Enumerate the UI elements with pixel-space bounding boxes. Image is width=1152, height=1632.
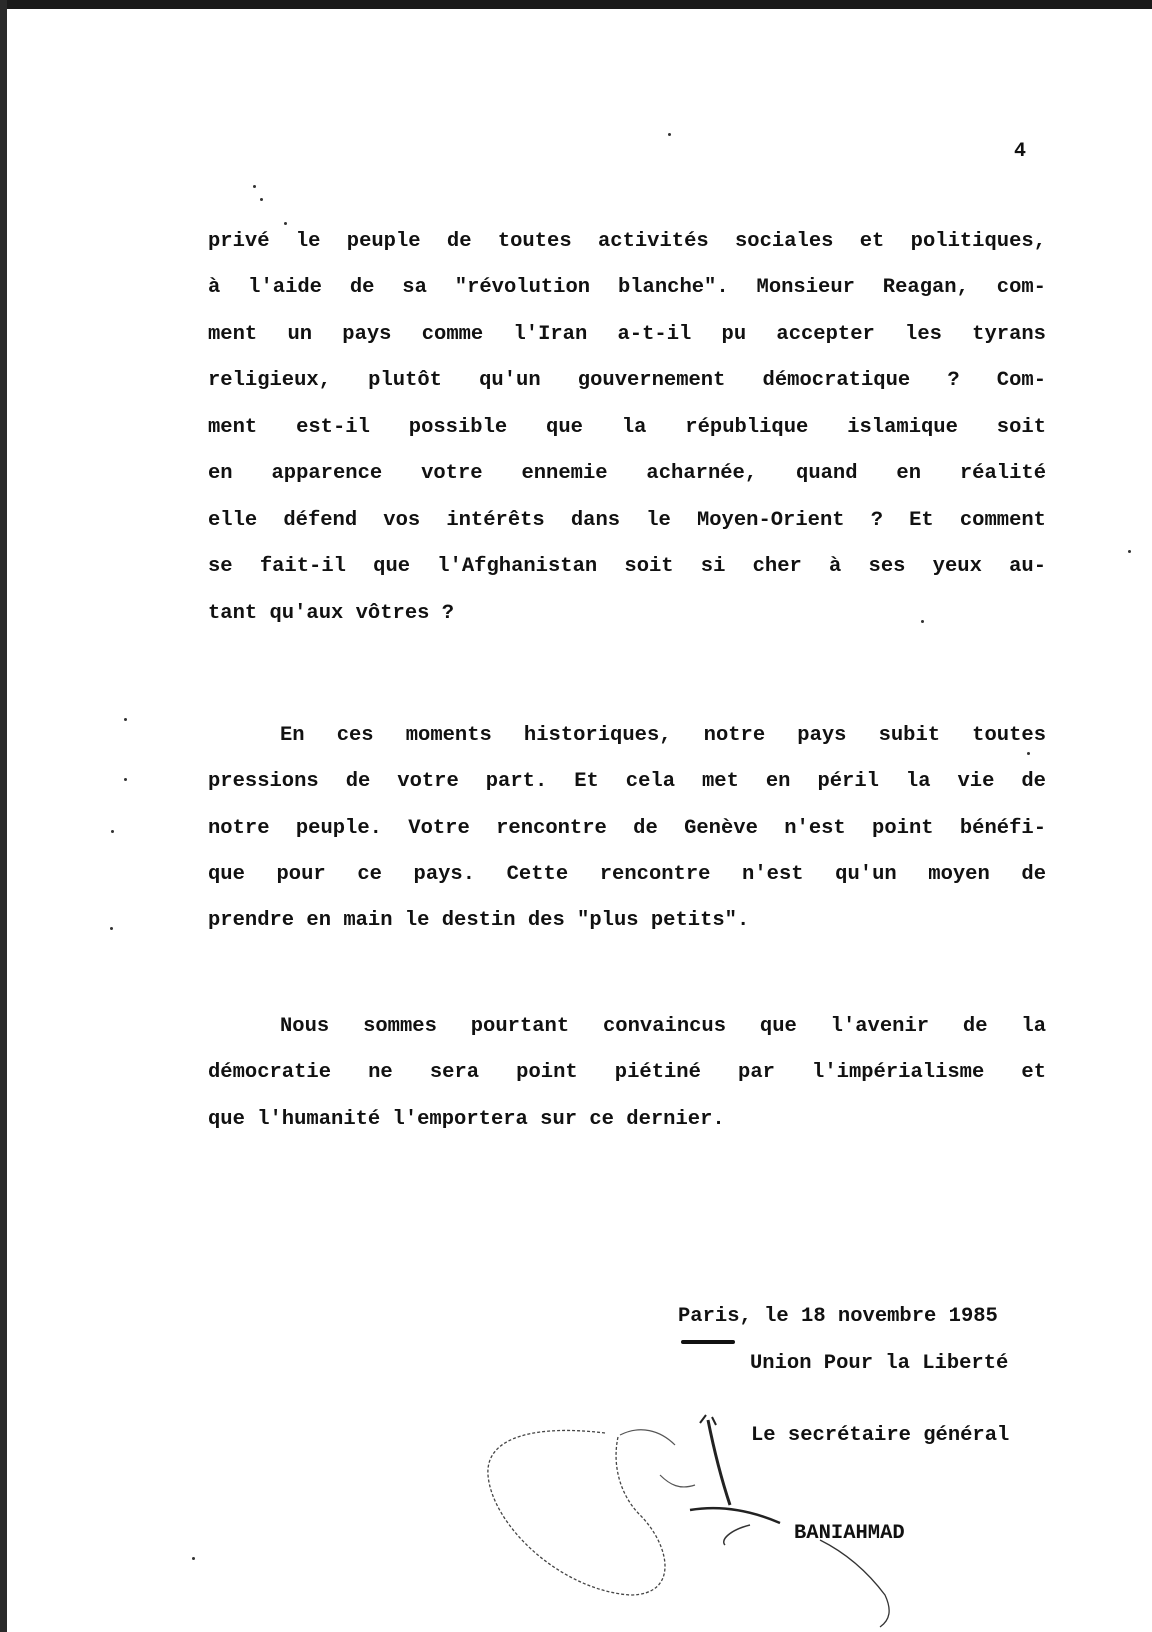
place-date: Paris, le 18 novembre 1985 [678, 1305, 998, 1328]
text-line: ment est-il possible que la république islamique soit [208, 416, 1046, 439]
text-line: en apparence votre ennemie acharnée, quand en réalité [208, 462, 1046, 485]
text-line: pressions de votre part. Et cela met en péril la vie de [208, 770, 1046, 793]
left-border [0, 0, 7, 1632]
scan-speck [260, 198, 263, 201]
scan-speck [110, 927, 113, 930]
text-line: prendre en main le destin des "plus petits". [208, 909, 750, 932]
scan-speck [124, 778, 127, 781]
scan-speck [111, 830, 114, 833]
scan-speck [1027, 752, 1030, 755]
signature-icon [480, 1405, 940, 1630]
scan-speck [253, 185, 256, 188]
handwritten-underline [681, 1340, 735, 1344]
text-line: que pour ce pays. Cette rencontre n'est qu'un moyen de [208, 863, 1046, 886]
organization-name: Union Pour la Liberté [750, 1352, 1009, 1375]
text-line: religieux, plutôt qu'un gouvernement démocratique ? Com- [208, 369, 1046, 392]
text-line: En ces moments historiques, notre pays subit toutes [280, 724, 1046, 747]
text-line: à l'aide de sa "révolution blanche". Monsieur Reagan, com- [208, 276, 1046, 299]
signatory-title: Le secrétaire général [751, 1424, 1010, 1447]
text-line: elle défend vos intérêts dans le Moyen-Orient ? Et comment [208, 509, 1046, 532]
page-number: 4 [1014, 140, 1027, 163]
text-line: Nous sommes pourtant convaincus que l'avenir de la [280, 1015, 1046, 1038]
scan-speck [1128, 550, 1131, 553]
text-line: notre peuple. Votre rencontre de Genève n'est point bénéfi- [208, 817, 1046, 840]
text-line: ment un pays comme l'Iran a-t-il pu accepter les tyrans [208, 323, 1046, 346]
scan-speck [921, 620, 924, 623]
scan-speck [668, 133, 671, 136]
text-line: tant qu'aux vôtres ? [208, 602, 455, 625]
scan-speck [284, 222, 287, 225]
text-line: que l'humanité l'emportera sur ce dernier. [208, 1108, 725, 1131]
text-line: démocratie ne sera point piétiné par l'impérialisme et [208, 1061, 1046, 1084]
scan-speck [192, 1557, 195, 1560]
scan-speck [124, 718, 127, 721]
top-border [0, 0, 1152, 9]
text-line: se fait-il que l'Afghanistan soit si cher à ses yeux au- [208, 555, 1046, 578]
signatory-name: BANIAHMAD [794, 1522, 905, 1545]
text-line: privé le peuple de toutes activités sociales et politiques, [208, 230, 1046, 253]
